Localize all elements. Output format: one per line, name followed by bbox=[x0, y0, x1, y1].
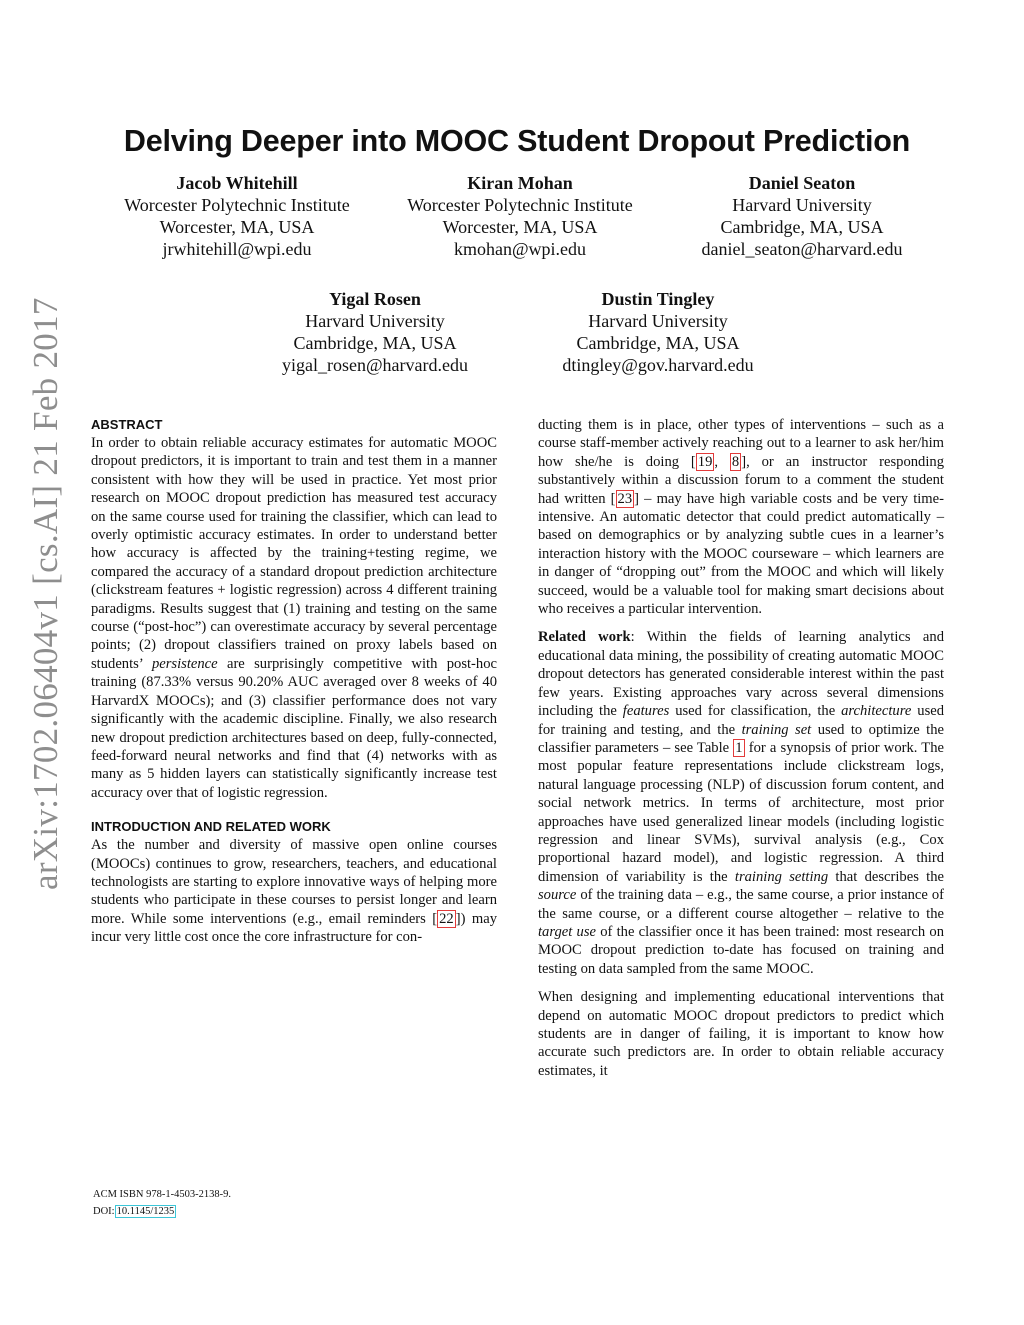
citation-link[interactable]: 23 bbox=[617, 490, 633, 507]
citation-link[interactable]: 8 bbox=[731, 453, 740, 470]
author-block bbox=[230, 288, 520, 376]
author-name: Dustin Tingley bbox=[601, 289, 715, 309]
author-affiliation: Worcester Polytechnic Institute bbox=[124, 195, 350, 215]
emphasis: training setting bbox=[734, 868, 829, 885]
related-work-label: Related work bbox=[538, 629, 631, 646]
emphasis: features bbox=[622, 703, 670, 720]
arxiv-identifier: arXiv:1702.06404v1 [cs.AI] 21 Feb 2017 bbox=[26, 297, 65, 890]
body-text: used for training and testing, and the bbox=[538, 703, 945, 738]
author-location: Cambridge, MA, USA bbox=[293, 333, 457, 353]
author-name: Jacob Whitehill bbox=[176, 173, 298, 193]
author-name: Yigal Rosen bbox=[329, 289, 421, 309]
doi-link[interactable]: 10.1145/1235 bbox=[116, 1206, 175, 1217]
emphasis: target use bbox=[538, 923, 596, 940]
author-email: daniel_seaton@harvard.edu bbox=[701, 239, 903, 259]
body-text: : Within the fields of learning analytics and educational data mining, the possibility of creating automatic MOOC dropout detectors has generated considerable interest within the past few years. Existing approaches vary across several dimensions including the bbox=[538, 629, 944, 720]
intro-heading: INTRODUCTION AND RELATED WORK bbox=[91, 819, 331, 835]
emphasis: training set bbox=[741, 721, 812, 738]
author-block bbox=[657, 172, 947, 260]
author-affiliation: Harvard University bbox=[732, 195, 872, 215]
table-link[interactable]: 1 bbox=[735, 739, 743, 756]
emphasis: source bbox=[538, 887, 577, 904]
abstract-paragraph bbox=[91, 434, 497, 802]
footnote bbox=[93, 1186, 231, 1220]
author-location: Cambridge, MA, USA bbox=[576, 333, 740, 353]
left-column bbox=[91, 416, 497, 947]
author-block bbox=[92, 172, 382, 260]
isbn-text: ACM ISBN 978-1-4503-2138-9. bbox=[93, 1189, 231, 1200]
author-email: yigal_rosen@harvard.edu bbox=[281, 355, 468, 375]
citation-link[interactable]: 22 bbox=[439, 910, 454, 927]
author-affiliation: Worcester Polytechnic Institute bbox=[407, 195, 633, 215]
body-paragraph: ducting them is in place, other types of interventions – such as a course staff-member actively reaching out to a learner to ask her/him how she/he is doing [ 19 , 8 ], or an instructor responding substantively within a discussion forum to a comment the student had written [ 23 ] – may have high variable costs and be very time-intensive. An automatic detector that could predict automatically – based on demographics or by analyzing subtle cues in a learner’s interaction history with the MOOC courseware – which learners are in danger of “dropping out” from the MOOC and which will likely succeed, would be a valuable tool for making smart decisions about who receives a particular intervention. bbox=[538, 417, 944, 618]
citation-link[interactable]: 19 bbox=[697, 453, 713, 470]
body-text: for a synopsis of prior work. The most popular feature representations include clickstream logs, natural language processing (NLP) of discussion forum content, and social network metrics. In terms of architecture, most prior approaches have used generalized linear models (including logistic regression and linear SVMs), survival analysis (e.g., Cox proportional hazard model), and logistic regression. A third dimension of variability is the bbox=[538, 739, 944, 885]
related-work-paragraph bbox=[538, 628, 944, 978]
right-column bbox=[538, 416, 944, 1080]
author-email: kmohan@wpi.edu bbox=[453, 239, 587, 259]
author-location: Cambridge, MA, USA bbox=[720, 217, 884, 237]
author-email: jrwhitehill@wpi.edu bbox=[162, 239, 312, 259]
body-text: of the training data – e.g., the same course, a prior instance of the same course, or a different course altogether – relative to the bbox=[538, 887, 944, 922]
author-name: Daniel Seaton bbox=[748, 173, 856, 193]
intro-paragraph: As the number and diversity of massive open online courses (MOOCs) continues to grow, researchers, teachers, and educational technologists are starting to explore innovative ways of helping more students who participate in these courses to persist longer and learn more. While some interventions (e.g., email reminders [ 22 ]) may incur very little cost once the core infrastructure for con- bbox=[91, 837, 497, 946]
body-text: used to optimize the classifier parameters – see Table bbox=[538, 721, 944, 756]
author-block bbox=[375, 172, 665, 260]
body-text: that describes the bbox=[835, 868, 944, 885]
intro-text: As the number and diversity of massive open online courses (MOOCs) continues to grow, researchers, teachers, and educational technologists are starting to explore innovative ways of helping more students who participate in these courses to persist longer and learn more. While some interventions (e.g., email reminders bbox=[91, 837, 497, 927]
doi-line bbox=[93, 1203, 231, 1220]
abstract-heading: ABSTRACT bbox=[91, 417, 163, 432]
paper-title: Delving Deeper into MOOC Student Dropout Prediction bbox=[123, 124, 911, 158]
body-text: used for classification, the bbox=[675, 703, 836, 720]
author-name: Kiran Mohan bbox=[467, 173, 573, 193]
author-affiliation: Harvard University bbox=[305, 311, 445, 331]
body-text: of the classifier once it has been trained: most research on MOOC dropout prediction to-date has focused on training and testing on data sampled from the same MOOC. bbox=[538, 923, 944, 977]
author-email: dtingley@gov.harvard.edu bbox=[562, 355, 754, 375]
author-block bbox=[513, 288, 803, 376]
abstract-text: In order to obtain reliable accuracy estimates for automatic MOOC dropout predictors, it is important to train and test them in a manner consistent with how they will be used in practice. Yet most prior research on MOOC dropout prediction has measured test accuracy on the same course used for training the classifier, which can lead to overly optimistic accuracy estimates. In order to understand better how accuracy is affected by the training+testing regime, we compared the accuracy of a standard dropout prediction architecture (clickstream features + logistic regression) across 4 different training paradigms. Results suggest that (1) training and testing on the same course (“post-hoc”) can overestimate accuracy by several percentage points; (2) dropout classifiers trained on proxy labels based on students’ bbox=[91, 435, 497, 672]
abstract-emphasis: persistence bbox=[151, 655, 218, 672]
body-text: ducting them is in place, other types of interventions – such as a course staff-member actively reaching out to a learner to ask her/him how she/he is doing bbox=[538, 417, 944, 470]
body-text: – may have high variable costs and be very time-intensive. An automatic detector that could predict automatically – based on demographics or by analyzing subtle cues in a learner’s interaction history with the MOOC courseware – which learners are in danger of “dropping out” from the MOOC and which will likely succeed, would be a valuable tool for making smart decisions about who receives a particular intervention. bbox=[538, 490, 944, 618]
doi-label: DOI: bbox=[93, 1206, 115, 1217]
intro-text: ) may incur very little cost once the core infrastructure for con- bbox=[91, 910, 497, 946]
author-affiliation: Harvard University bbox=[588, 311, 728, 331]
author-location: Worcester, MA, USA bbox=[159, 217, 315, 237]
author-location: Worcester, MA, USA bbox=[442, 217, 598, 237]
body-text: , or an instructor responding substantively within a discussion forum to a comment the student had written bbox=[538, 453, 944, 507]
body-paragraph: When designing and implementing educational interventions that depend on automatic MOOC dropout predictors to predict which students are in danger of failing, it is important to know how accurate such predictors are. In order to obtain reliable accuracy estimates, it bbox=[538, 989, 944, 1079]
emphasis: architecture bbox=[841, 703, 912, 720]
abstract-text: are surprisingly competitive with post-hoc training (87.33% versus 90.20% AUC averaged over 8 weeks of 40 HarvardX MOOCs); and (3) classifier performance does not vary significantly with the academic discipline. Finally, we also research new dropout prediction architectures based on deep, fully-connected, feed-forward neural networks and find that (4) networks with as many as 5 hidden layers can statistically significantly increase test accuracy over that of logistic regression. bbox=[91, 655, 497, 801]
